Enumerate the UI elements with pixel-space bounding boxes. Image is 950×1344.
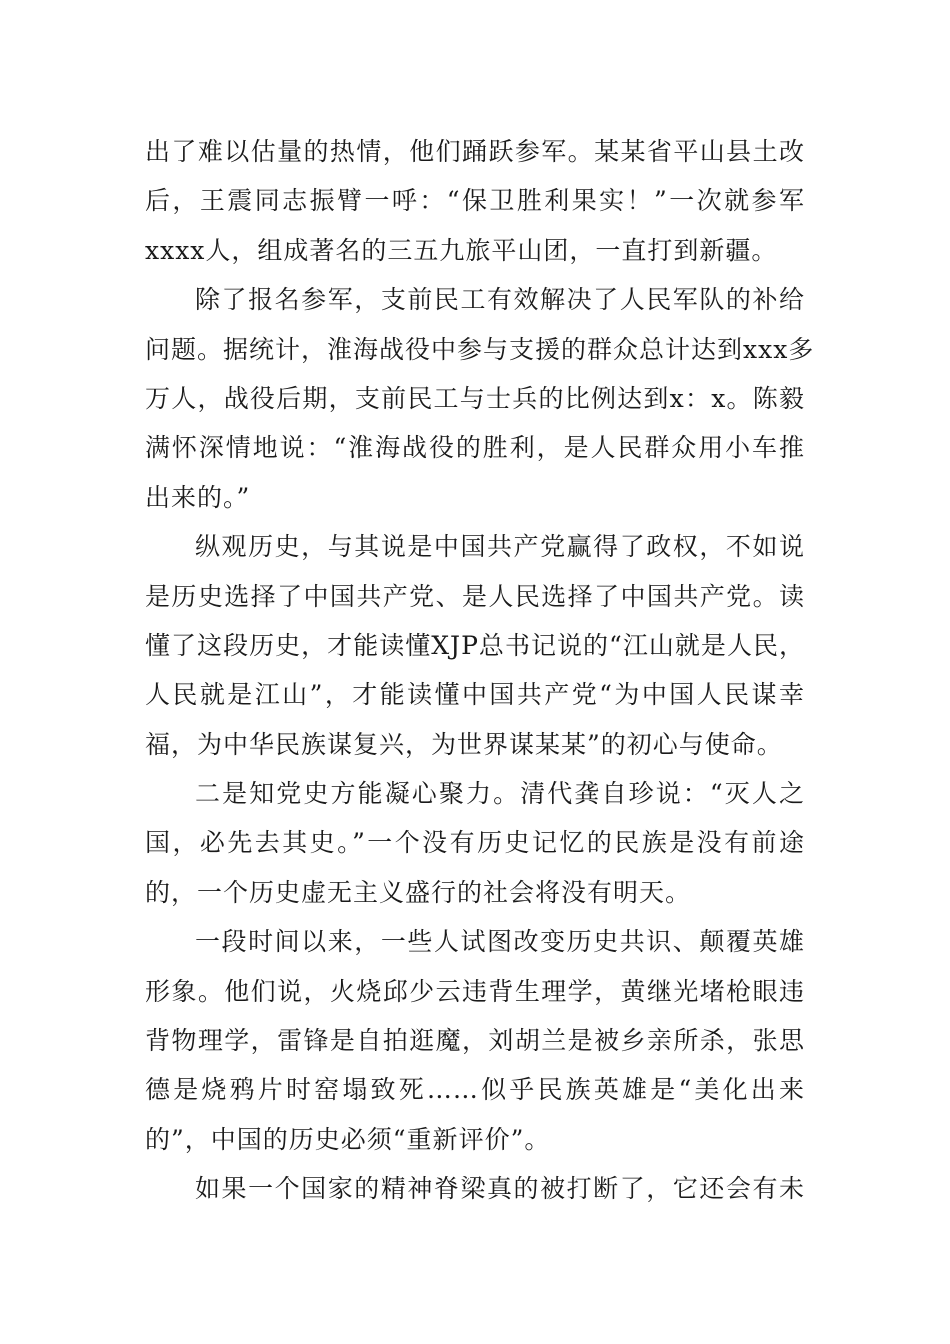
text-line: 形象。他们说，火烧邱少云违背生理学，黄继光堵枪眼违: [145, 976, 805, 1006]
text-line: 二是知党史方能凝心聚力。清代龚自珍说：“灭人之: [195, 779, 805, 809]
text-line: 背物理学，雷锋是自拍逛魔，刘胡兰是被乡亲所杀，张思: [145, 1026, 805, 1056]
text-line: 后，王震同志振臂一呼：“保卫胜利果实！”一次就参军: [145, 186, 805, 216]
text-line: 国，必先去其史。”一个没有历史记忆的民族是没有前途: [145, 828, 805, 858]
text-line: 的”，中国的历史必须“重新评价”。: [145, 1124, 551, 1154]
text-line: 德是烧鸦片时窑塌致死……似乎民族英雄是“美化出来: [145, 1075, 805, 1105]
text-line: 问题。据统计，淮海战役中参与支援的群众总计达到xxx多: [145, 334, 815, 364]
text-line: xxxx人，组成著名的三五九旅平山团，一直打到新疆。: [145, 235, 778, 265]
text-line: 出来的。”: [145, 482, 251, 512]
text-line: 的，一个历史虚无主义盛行的社会将没有明天。: [145, 877, 692, 907]
text-line: 人民就是江山”，才能读懂中国共产党“为中国人民谋幸: [145, 680, 805, 710]
text-line: 纵观历史，与其说是中国共产党赢得了政权，不如说: [195, 532, 805, 562]
text-line: 是历史选择了中国共产党、是人民选择了中国共产党。读: [145, 581, 805, 611]
document-page: [145, 127, 815, 1214]
text-line: 满怀深情地说：“淮海战役的胜利，是人民群众用小车推: [145, 433, 805, 463]
text-line: 懂了这段历史，才能读懂XJP总书记说的“江山就是人民，: [145, 630, 805, 660]
text-line: 万人，战役后期，支前民工与士兵的比例达到x：x。陈毅: [145, 383, 805, 413]
text-line: 福，为中华民族谋复兴，为世界谋某某”的初心与使命。: [145, 729, 783, 759]
text-line: 一段时间以来，一些人试图改变历史共识、颠覆英雄: [195, 927, 805, 957]
text-line: 除了报名参军，支前民工有效解决了人民军队的补给: [195, 285, 805, 315]
text-line: 如果一个国家的精神脊梁真的被打断了，它还会有未: [195, 1174, 805, 1204]
text-line: 出了难以估量的热情，他们踊跃参军。某某省平山县土改: [145, 137, 805, 166]
